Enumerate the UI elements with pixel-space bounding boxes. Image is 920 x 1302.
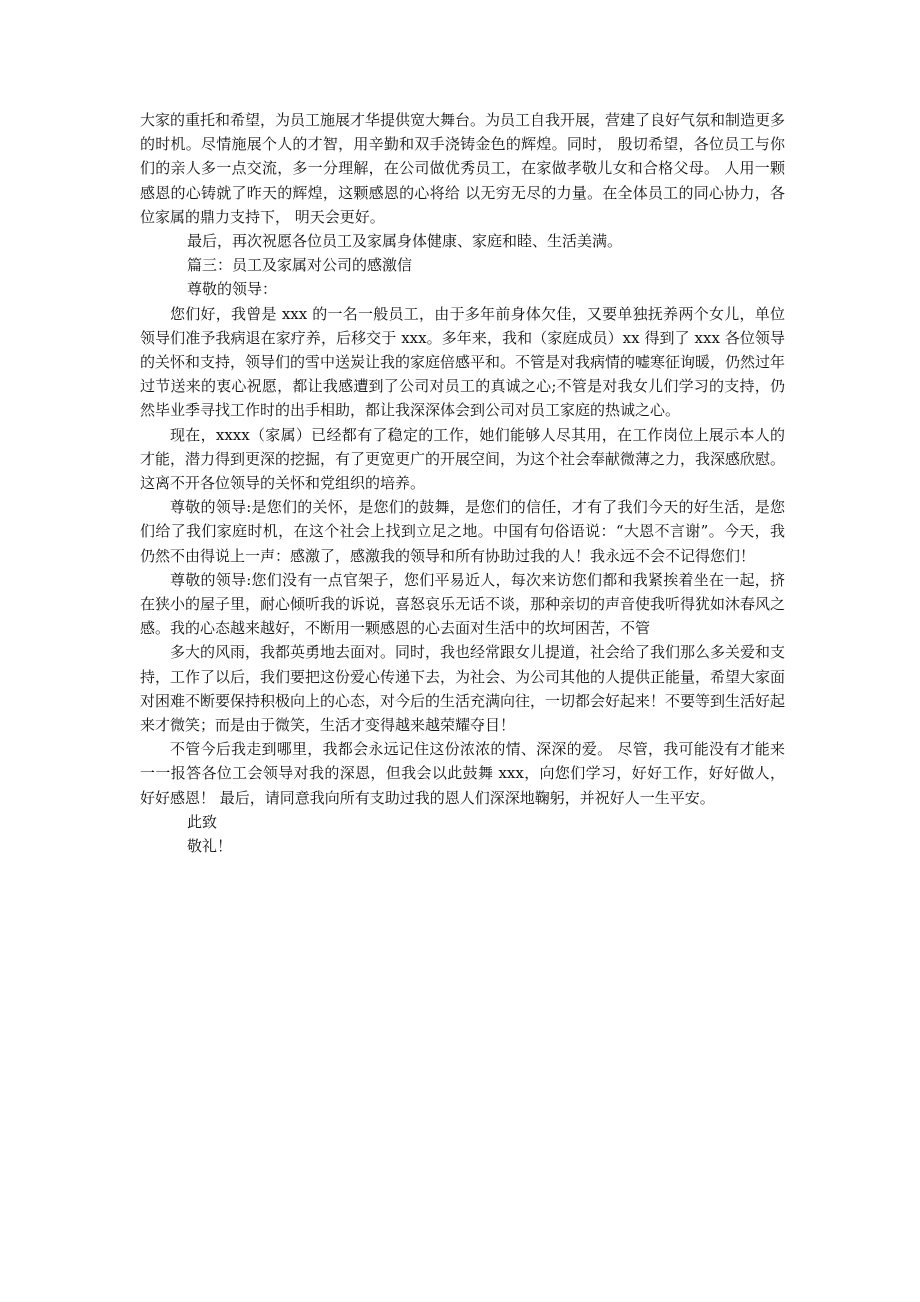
section-heading: 篇三：员工及家属对公司的感激信 <box>187 256 413 275</box>
body-paragraph: 尊敬的领导:是您们的关怀，是您们的鼓舞，是您们的信任，才有了我们今天的好生活，是您们给了我们家庭时机，在这个社会上找到立足之地。中国有句俗语说：“大恩不言谢”。今天，我仍然不由得说上一声：感激了，感激我的领导和所有协助过我的人！我永远不会不记得您们！ <box>140 498 785 565</box>
paragraph-closing-wishes: 大家的重托和希望，为员工施展才华提供宽大舞台。为员工自我开展，营建了良好气氛和制造更多的时机。尽情施展个人的才智，用辛勤和双手浇铸金色的辉煌。同时， 殷切希望，各位员工与你们的亲人多一点交流，多一分理解，在公司做优秀员工，在家做孝敬儿女和合格父母。 人用一颗感恩的心铸就了昨天的辉煌，这颗感恩的心将给 以无穷无尽的力量。在全体员工的同心协力，各位家属的鼎力支持下， 明天会更好。 <box>140 111 786 226</box>
body-paragraph: 不管今后我走到哪里，我都会永远记住这份浓浓的情、深深的爱。 尽管，我可能没有才能来一一报答各位工会领导对我的深恩，但我会以此鼓舞 xxx，向您们学习，好好工作，好好做人，好好感恩！ 最后，请同意我向所有支助过我的恩人们深深地鞠躬，并祝好人一生平安。 <box>140 740 785 807</box>
paragraph-final-blessing: 最后，再次祝愿各位员工及家属身体健康、家庭和睦、生活美满。 <box>187 232 623 251</box>
body-paragraph: 您们好，我曾是 xxx 的一名一般员工，由于多年前身体欠佳，又要单独抚养两个女儿，单位领导们准予我病退在家疗养，后移交于 xxx。多年来，我和（家庭成员）xx 得到了 xxx 各位领导的关怀和支持，领导们的雪中送炭让我的家庭倍感平和。不管是对我病情的嘘寒征询暖，仍然过年过节送来的衷心祝愿，都让我感遭到了公司对员工的真诚之心;不管是对我女儿们学习的支持，仍然毕业季寻找工作时的出手相助，都让我深深体会到公司对员工家庭的热诚之心。 <box>140 304 786 420</box>
body-paragraph: 尊敬的领导:您们没有一点官架子，您们平易近人，每次来访您们都和我紧挨着坐在一起，挤在狭小的屋子里，耐心倾听我的诉说，喜怒哀乐无话不谈，那种亲切的声音使我听得犹如沐春风之感。我的心态越来越好，不断用一颗感恩的心去面对生活中的坎坷困苦，不管 <box>140 570 786 638</box>
letter-regards: 敬礼！ <box>187 837 233 856</box>
body-paragraph: 多大的风雨，我都英勇地去面对。同时，我也经常跟女儿提道，社会给了我们那么多关爱和支持，工作了以后，我们要把这份爱心传递下去，为社会、为公司其他的人提供正能量，希望大家面对困难不断要保持积极向上的心态，对今后的生活充满向往，一切都会好起来！不要等到生活好起来才微笑；而是由于微笑，生活才变得越来越荣耀夺目！ <box>140 643 786 735</box>
letter-closing: 此致 <box>187 812 218 831</box>
letter-salutation: 尊敬的领导： <box>187 280 278 299</box>
document-page <box>140 108 785 858</box>
body-paragraph: 现在，xxxx（家属）已经都有了稳定的工作，她们能够人尽其用，在工作岗位上展示本人的才能，潜力得到更深的挖掘，有了更宽更广的开展空间，为这个社会奉献微薄之力，我深感欣慰。这离不开各位领导的关怀和党组织的培养。 <box>140 425 786 493</box>
